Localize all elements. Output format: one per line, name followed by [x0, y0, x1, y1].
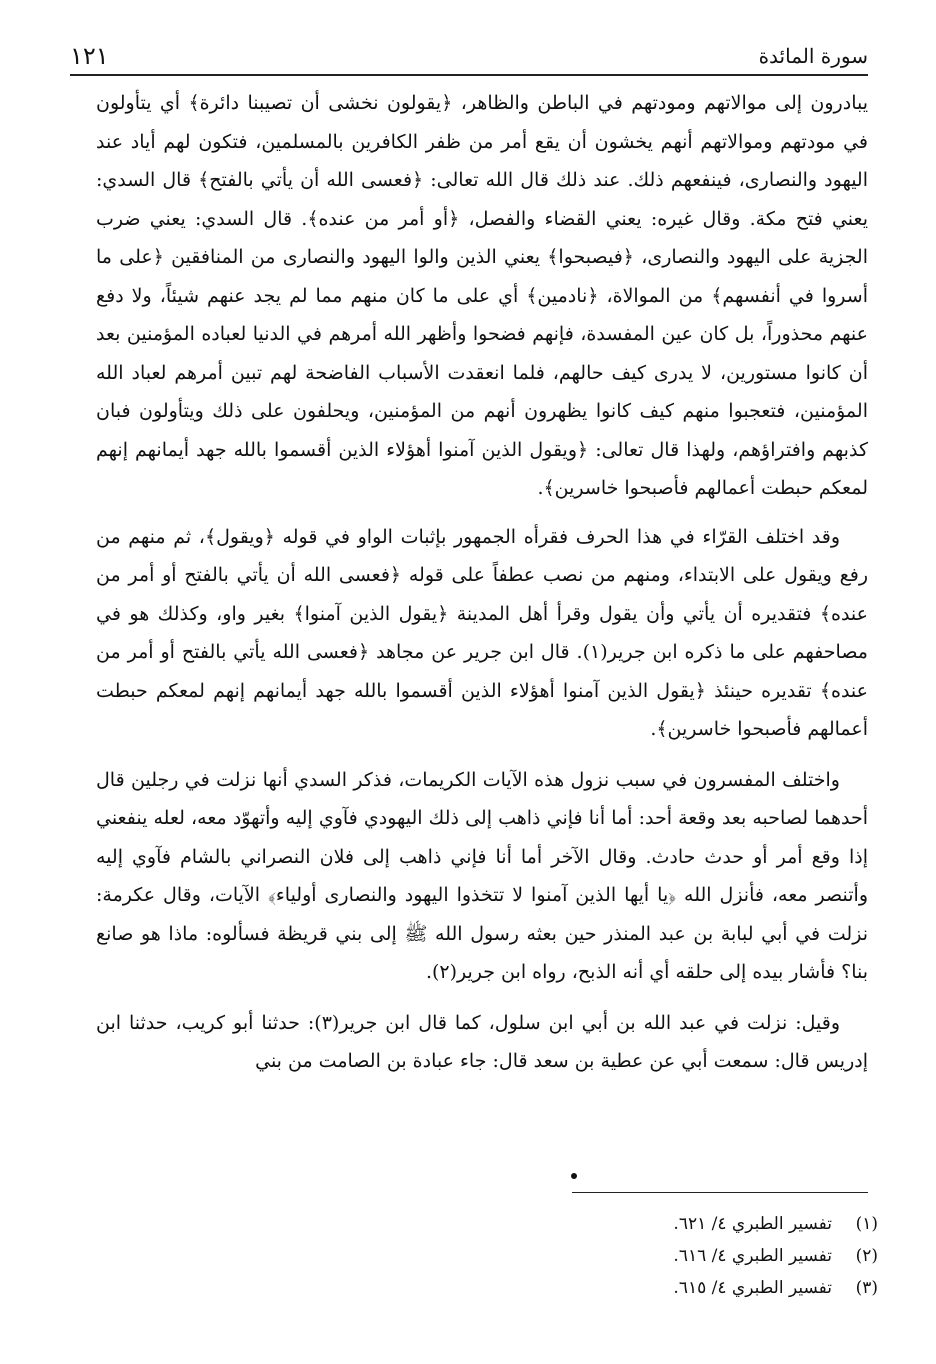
footnote-1 [278, 1208, 878, 1240]
footnote-text: تفسير الطبري ٤/ ٦١٥. [673, 1278, 832, 1298]
page-header [70, 40, 868, 76]
paragraph-4: وقيل: نزلت في عبد الله بن أبي ابن سلول، كما قال ابن جرير(٣): حدثنا أبو كريب، حدثنا ابن إدريس قال: سمعت أبي عن عطية بن سعد قال: جاء عبادة بن الصامت من بني [96, 1011, 868, 1072]
footnote-text: تفسير الطبري ٤/ ٦٢١. [673, 1214, 832, 1234]
footnote-3 [278, 1272, 878, 1304]
footnote-number: (٣) [855, 1278, 878, 1298]
footnote-number: (١) [855, 1214, 878, 1234]
paragraph-3: واختلف المفسرون في سبب نزول هذه الآيات الكريمات، فذكر السدي أنها نزلت في رجلين قال أحدهما لصاحبه بعد وقعة أحد: أما أنا فإني ذاهب إلى ذلك اليهودي فآوي إليه وأتهوّد معه، لعله ينفعني إذا وقع أمر أو حدث حادث. وقال الآخر أما أنا فإني ذاهب إلى فلان النصراني بالشام فآوي إليه وأتنصر معه، فأنزل الله ﴿يا أيها الذين آمنوا لا تتخذوا اليهود والنصارى أولياء﴾ الآيات، وقال عكرمة: نزلت في أبي لبابة بن عبد المنذر حين بعثه رسول الله ﷺ إلى بني قريظة فسألوه: ماذا هو صانع بنا؟ فأشار بيده إلى حلقه أي أنه الذبح، رواه ابن جرير(٢). [96, 768, 868, 983]
paragraph-1: يبادرون إلى موالاتهم ومودتهم في الباطن والظاهر، ﴿يقولون نخشى أن تصيبنا دائرة﴾ أي يتأولون في مودتهم وموالاتهم أنهم يخشون أن يقع أمر من ظفر الكافرين بالمسلمين، فتكون لهم أياد عند اليهود والنصارى، فينفعهم ذلك. عند ذلك قال الله تعالى: ﴿فعسى الله أن يأتي بالفتح﴾ قال السدي: يعني فتح مكة. وقال غيره: يعني القضاء والفصل، ﴿أو أمر من عنده﴾. قال السدي: يعني ضرب الجزية على اليهود والنصارى، ﴿فيصبحوا﴾ يعني الذين والوا اليهود والنصارى من المنافقين ﴿على ما أسروا في أنفسهم﴾ من الموالاة، ﴿نادمين﴾ أي على ما كان منهم مما لم يجد عنهم شيئاً، ولا دفع عنهم محذوراً، بل كان عين المفسدة، فإنهم فضحوا وأظهر الله أمرهم في الدنيا لعباده المؤمنين بعد أن كانوا مستورين، لا يدرى كيف حالهم، فلما انعقدت الأسباب الفاضحة لهم تبين أمرهم لعباد الله المؤمنين، فتعجبوا منهم كيف كانوا يظهرون أنهم من المؤمنين، ويحلفون على ذلك ويتأولون فبان كذبهم وافتراؤهم، ولهذا قال تعالى: ﴿ويقول الذين آمنوا أهؤلاء الذين أقسموا بالله جهد أيمانهم إنهم لمعكم حبطت أعمالهم فأصبحوا خاسرين﴾. [96, 92, 868, 499]
page-dot-mark [571, 1173, 577, 1179]
footnote-text: تفسير الطبري ٤/ ٦١٦. [673, 1246, 832, 1266]
footnote-2 [278, 1240, 878, 1272]
surah-title: سورة المائدة [758, 44, 868, 68]
footnote-divider [572, 1192, 868, 1193]
paragraph-2: وقد اختلف القرّاء في هذا الحرف فقرأه الجمهور بإثبات الواو في قوله ﴿ويقول﴾، ثم منهم من رفع ويقول على الابتداء، ومنهم من نصب عطفاً على قوله ﴿فعسى الله أن يأتي بالفتح أو أمر من عنده﴾ فتقديره أن يأتي وأن يقول وقرأ أهل المدينة ﴿يقول الذين آمنوا﴾ بغير واو، وكذلك هو في مصاحفهم على ما ذكره ابن جرير(١). قال ابن جرير عن مجاهد ﴿فعسى الله يأتي بالفتح أو أمر من عنده﴾ تقديره حينئذ ﴿يقول الذين آمنوا أهؤلاء الذين أقسموا بالله جهد أيمانهم إنهم لمعكم حبطت أعمالهم فأصبحوا خاسرين﴾. [96, 525, 868, 740]
main-text [96, 84, 868, 1087]
page-number: ١٢١ [70, 42, 109, 70]
footnotes [278, 1208, 878, 1304]
footnote-number: (٢) [855, 1246, 878, 1266]
